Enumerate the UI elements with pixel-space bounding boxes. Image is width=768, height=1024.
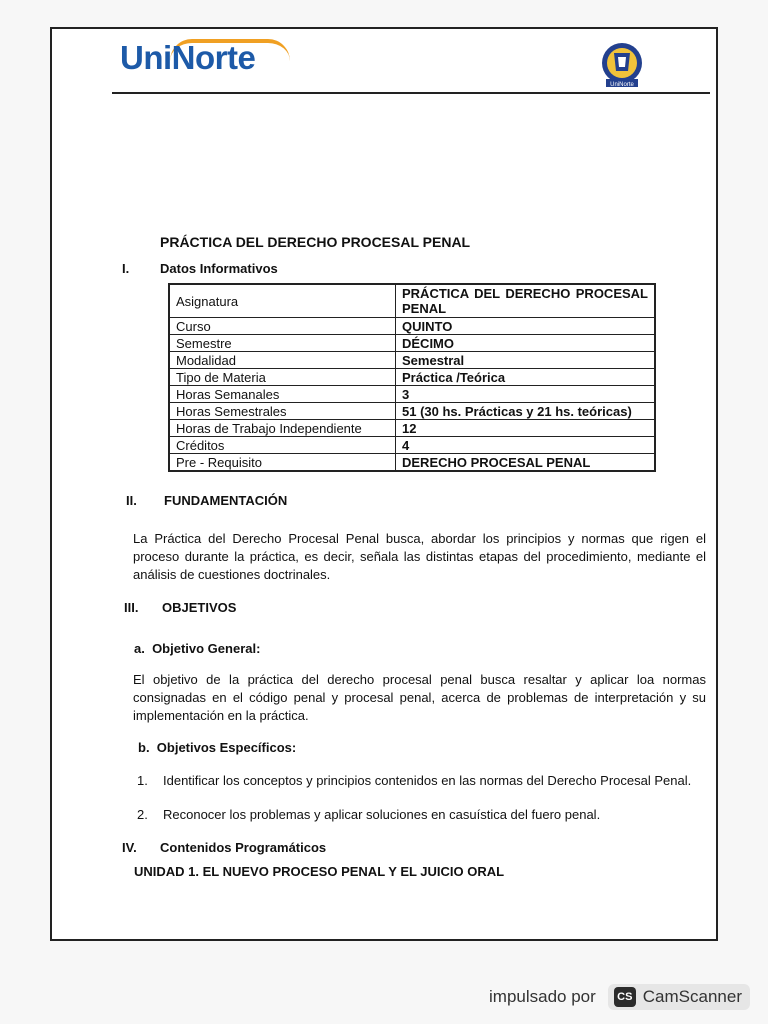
table-row	[169, 386, 655, 403]
row-label: Tipo de Materia	[169, 369, 396, 386]
row-label: Pre - Requisito	[169, 454, 396, 472]
row-value: 3	[396, 386, 656, 403]
row-value: QUINTO	[396, 318, 656, 335]
row-value: PRÁCTICA DEL DERECHO PROCESAL PENAL	[396, 284, 656, 318]
section-number: IV.	[122, 840, 137, 855]
row-value: 12	[396, 420, 656, 437]
section-heading: Datos Informativos	[160, 261, 278, 276]
table-row	[169, 403, 655, 420]
powered-by-text: impulsado por	[489, 987, 596, 1006]
row-value: DERECHO PROCESAL PENAL	[396, 454, 656, 472]
table-row	[169, 352, 655, 369]
row-label: Curso	[169, 318, 396, 335]
table-row	[169, 369, 655, 386]
section-datos-informativos	[122, 261, 278, 276]
section-heading: OBJETIVOS	[162, 600, 237, 615]
crest-text: UniNorte	[610, 82, 634, 88]
table-row	[169, 318, 655, 335]
table-row	[169, 335, 655, 352]
row-label: Horas Semestrales	[169, 403, 396, 420]
row-label: Modalidad	[169, 352, 396, 369]
university-crest-icon	[600, 39, 644, 89]
row-label: Créditos	[169, 437, 396, 454]
camscanner-icon: CS	[614, 987, 636, 1007]
scanner-watermark	[489, 984, 750, 1010]
list-text: Reconocer los problemas y aplicar soluciones en casuística del fuero penal.	[163, 807, 601, 822]
row-value: DÉCIMO	[396, 335, 656, 352]
section-heading: FUNDAMENTACIÓN	[164, 493, 288, 508]
section-fundamentacion	[126, 493, 287, 508]
list-number: 1.	[137, 773, 148, 788]
camscanner-name: CamScanner	[642, 987, 742, 1006]
list-text: Identificar los conceptos y principios contenidos en las normas del Derecho Procesal Penal.	[163, 773, 692, 788]
row-value: 51 (30 hs. Prácticas y 21 hs. teóricas)	[396, 403, 656, 420]
row-label: Horas Semanales	[169, 386, 396, 403]
list-number: 2.	[137, 807, 148, 822]
table-row	[169, 420, 655, 437]
table-row	[169, 437, 655, 454]
section-number: I.	[122, 261, 130, 276]
section-number: III.	[124, 600, 139, 615]
list-item	[137, 806, 710, 824]
table-row	[169, 454, 655, 472]
table-row	[169, 284, 655, 318]
objetivo-general-heading: a. Objetivo General:	[134, 641, 261, 656]
row-value: Práctica /Teórica	[396, 369, 656, 386]
unorte-logo: UniNorte	[120, 39, 256, 76]
row-label: Asignatura	[169, 284, 396, 318]
header-divider	[112, 92, 710, 94]
section-contenidos	[122, 840, 326, 855]
objetivos-especificos-heading: b. Objetivos Específicos:	[138, 740, 297, 755]
section-heading: Contenidos Programáticos	[160, 840, 327, 855]
row-label: Semestre	[169, 335, 396, 352]
row-value: Semestral	[396, 352, 656, 369]
document-title: PRÁCTICA DEL DERECHO PROCESAL PENAL	[160, 234, 471, 250]
row-value: 4	[396, 437, 656, 454]
list-item	[137, 772, 710, 790]
section-objetivos	[124, 600, 236, 615]
row-label: Horas de Trabajo Independiente	[169, 420, 396, 437]
objetivo-general-text: El objetivo de la práctica del derecho procesal penal busca resaltar y aplicar loa normas consignadas en el código penal y procesal penal, acerca de problemas de interpretación y su implementación en la práctica.	[133, 672, 706, 723]
unidad-heading: UNIDAD 1. EL NUEVO PROCESO PENAL Y EL JUICIO ORAL	[134, 864, 505, 879]
info-table	[168, 283, 656, 472]
fundamentacion-text: La Práctica del Derecho Procesal Penal busca, abordar los principios y normas que rigen el proceso durante la práctica, es decir, señala las distintas etapas del procedimiento, mediante el análisis de cuestiones doctrinales.	[133, 531, 706, 582]
camscanner-badge	[608, 984, 750, 1010]
document-page	[50, 27, 718, 941]
section-number: II.	[126, 493, 137, 508]
